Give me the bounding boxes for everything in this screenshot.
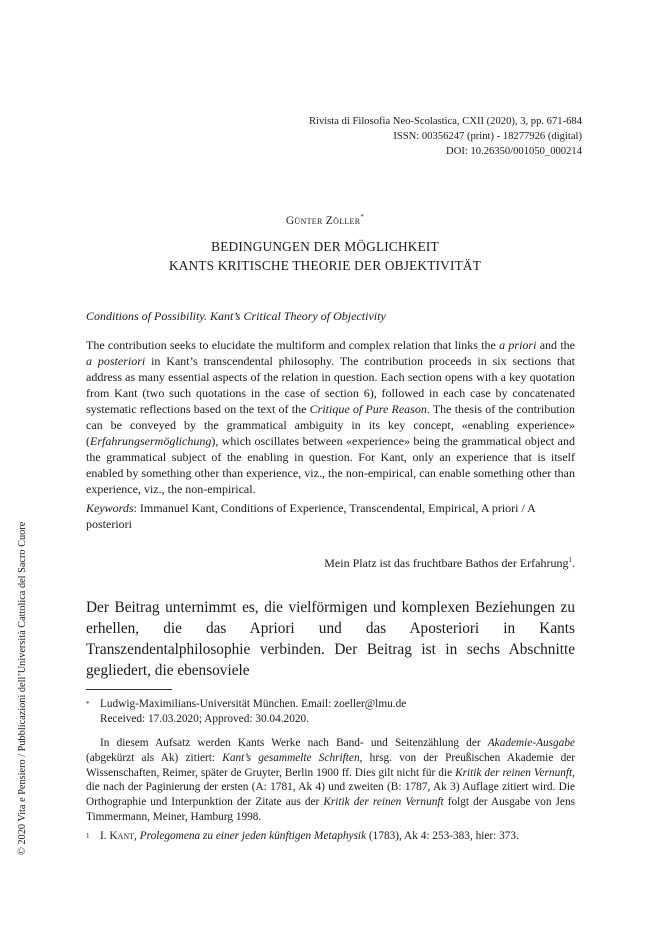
doi-link[interactable]: DOI: 10.26350/001050_000214 xyxy=(446,146,582,157)
author-name xyxy=(0,213,650,227)
footnote-mark-1: 1 xyxy=(86,832,90,840)
abstract-italic-a-posteriori: a posteriori xyxy=(86,354,146,368)
footnote-citation-note: In diesem Aufsatz werden Kants Werke nach Band- und Seitenzählung der Akademie-Ausgabe (abgekürzt als Ak) zitiert: Kant’s gesammelte Schriften, hrsg. von der Preußischen Akademie der Wissenschaften, Reimer, später de Gruyter, Berlin 1900 ff. Dies gilt nicht für die Kritik der reinen Vernunft, die nach der Paginierung der ersten (A: 1781, Ak 4) und zweiten (B: 1787, Ak 3) Auflage zitiert wird. Die Orthographie und Interpunktion der Zitate aus der Kritik der reinen Vernunft folgt der Ausgabe von Jens Timmermann, Meiner, Hamburg 1998. xyxy=(86,737,576,823)
abstract-italic-german-term: Erfahrungsermöglichung xyxy=(90,434,212,448)
copyright-sidebar: © 2020 Vita e Pensiero / Pubblicazioni dell’Università Cattolica del Sacro Cuore xyxy=(17,521,28,855)
article-title xyxy=(0,237,650,275)
abstract-italic-a-priori: a priori xyxy=(499,338,537,352)
footnote-author xyxy=(86,697,575,727)
received-approved: Received: 17.03.2020; Approved: 30.04.2020. xyxy=(100,712,309,725)
title-line-1: BEDINGUNGEN DER MÖGLICHKEIT xyxy=(211,239,439,254)
footnote-mark-author: * xyxy=(86,700,90,708)
epigraph-footnote-mark[interactable]: 1 xyxy=(568,556,572,564)
journal-header xyxy=(309,114,582,159)
footnote-author-smallcaps: Kant xyxy=(109,830,135,842)
english-title: Conditions of Possibility. Kant’s Critical Theory of Objectivity xyxy=(86,309,386,323)
journal-citation: Rivista di Filosofia Neo-Scolastica, CXII (2020), 3, pp. 671-684 xyxy=(308,116,582,127)
abstract-italic-critique: Critique of Pure Reason xyxy=(309,402,427,416)
author-name-text: Günter Zöller xyxy=(285,214,361,227)
keywords xyxy=(86,500,575,532)
epigraph: Mein Platz ist das fruchtbare Bathos der Erfahrung$^1$. xyxy=(324,556,575,570)
body-text: Der Beitrag unternimmt es, die vielförmigen und komplexen Beziehungen zu erhellen, die das Apriori und das Aposteriori in Kants Transzendentalphilosophie verbinden. Der Beitrag ist in sechs Abschnitte gegliedert, die ebensoviele xyxy=(86,599,575,679)
epigraph-text: Mein Platz ist das fruchtbare Bathos der Erfahrung xyxy=(324,556,569,570)
author-footnote-mark[interactable]: * xyxy=(360,213,365,221)
footnote-1: 1 I. Kant, Prolegomena zu einer jeden künftigen Metaphysik (1783), Ak 4: 253-383, hier: 373. xyxy=(86,830,519,842)
keywords-label: Keywords xyxy=(86,501,134,515)
footnote-book-title: Prolegomena zu einer jeden künftigen Metaphysik xyxy=(139,830,367,842)
footnote-divider xyxy=(86,689,172,690)
abstract: The contribution seeks to elucidate the multiform and complex relation that links the a priori and the a posteriori in Kant’s transcendental philosophy. The contribution proceeds in six sections that address as many essential aspects of the relation in question. Each section opens with a key quotation from Kant (two such quotations in the case of section 6), followed in each case by concatenated systematic reflections based on the text of the Critique of Pure Reason. The thesis of the contribution can be conveyed by the grammatical ambiguity in its key concept, «enabling experience» (Erfahrungsermöglichung), which oscillates between «experience» being the grammatical object and the grammatical subject of the enabling in question. For Kant, only an experience that is itself enabled by something other than experience, viz., the non-empirical, can enable something other than experience, viz., the non-empirical. xyxy=(86,338,575,496)
issn-line: ISSN: 00356247 (print) - 18277926 (digital) xyxy=(393,131,582,142)
keywords-text: : Immanuel Kant, Conditions of Experience, Transcendental, Empirical, A priori / A posteriori xyxy=(86,501,536,531)
author-affiliation: Ludwig-Maximilians-Universität München. Email: zoeller@lmu.de xyxy=(100,698,407,710)
title-line-2: KANTS KRITISCHE THEORIE DER OBJEKTIVITÄT xyxy=(168,258,482,273)
